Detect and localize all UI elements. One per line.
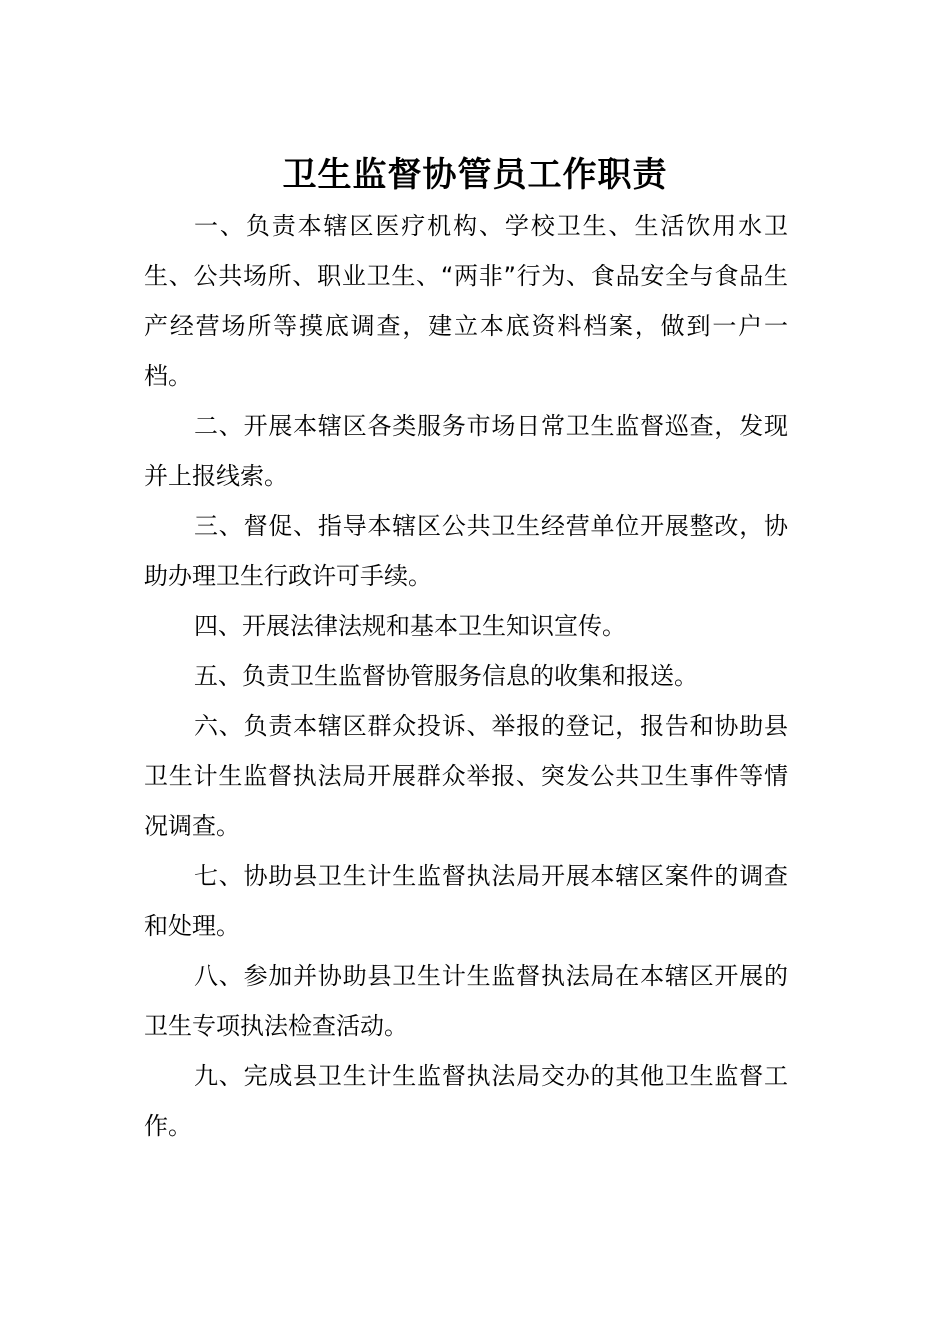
document-body <box>144 201 788 1151</box>
duty-item-6: 六、负责本辖区群众投诉、举报的登记，报告和协助县卫生计生监督执法局开展群众举报、突发公共卫生事件等情况调查。 <box>144 712 788 840</box>
duty-item-4: 四、开展法律法规和基本卫生知识宣传。 <box>194 612 626 640</box>
duty-item-8: 八、参加并协助县卫生计生监督执法局在本辖区开展的卫生专项执法检查活动。 <box>144 962 788 1040</box>
duty-item-5: 五、负责卫生监督协管服务信息的收集和报送。 <box>194 662 698 690</box>
duty-item-7: 七、协助县卫生计生监督执法局开展本辖区案件的调查和处理。 <box>144 862 788 940</box>
duty-item-9: 九、完成县卫生计生监督执法局交办的其他卫生监督工作。 <box>144 1062 788 1140</box>
document-title: 卫生监督协管员工作职责 <box>282 154 668 195</box>
duty-item-2: 二、开展本辖区各类服务市场日常卫生监督巡查，发现并上报线索。 <box>144 412 788 490</box>
duty-item-3: 三、督促、指导本辖区公共卫生经营单位开展整改，协助办理卫生行政许可手续。 <box>144 512 788 590</box>
duty-item-1: 一、负责本辖区医疗机构、学校卫生、生活饮用水卫生、公共场所、职业卫生、“两非”行为、食品安全与食品生产经营场所等摸底调查，建立本底资料档案，做到一户一档。 <box>144 212 788 390</box>
